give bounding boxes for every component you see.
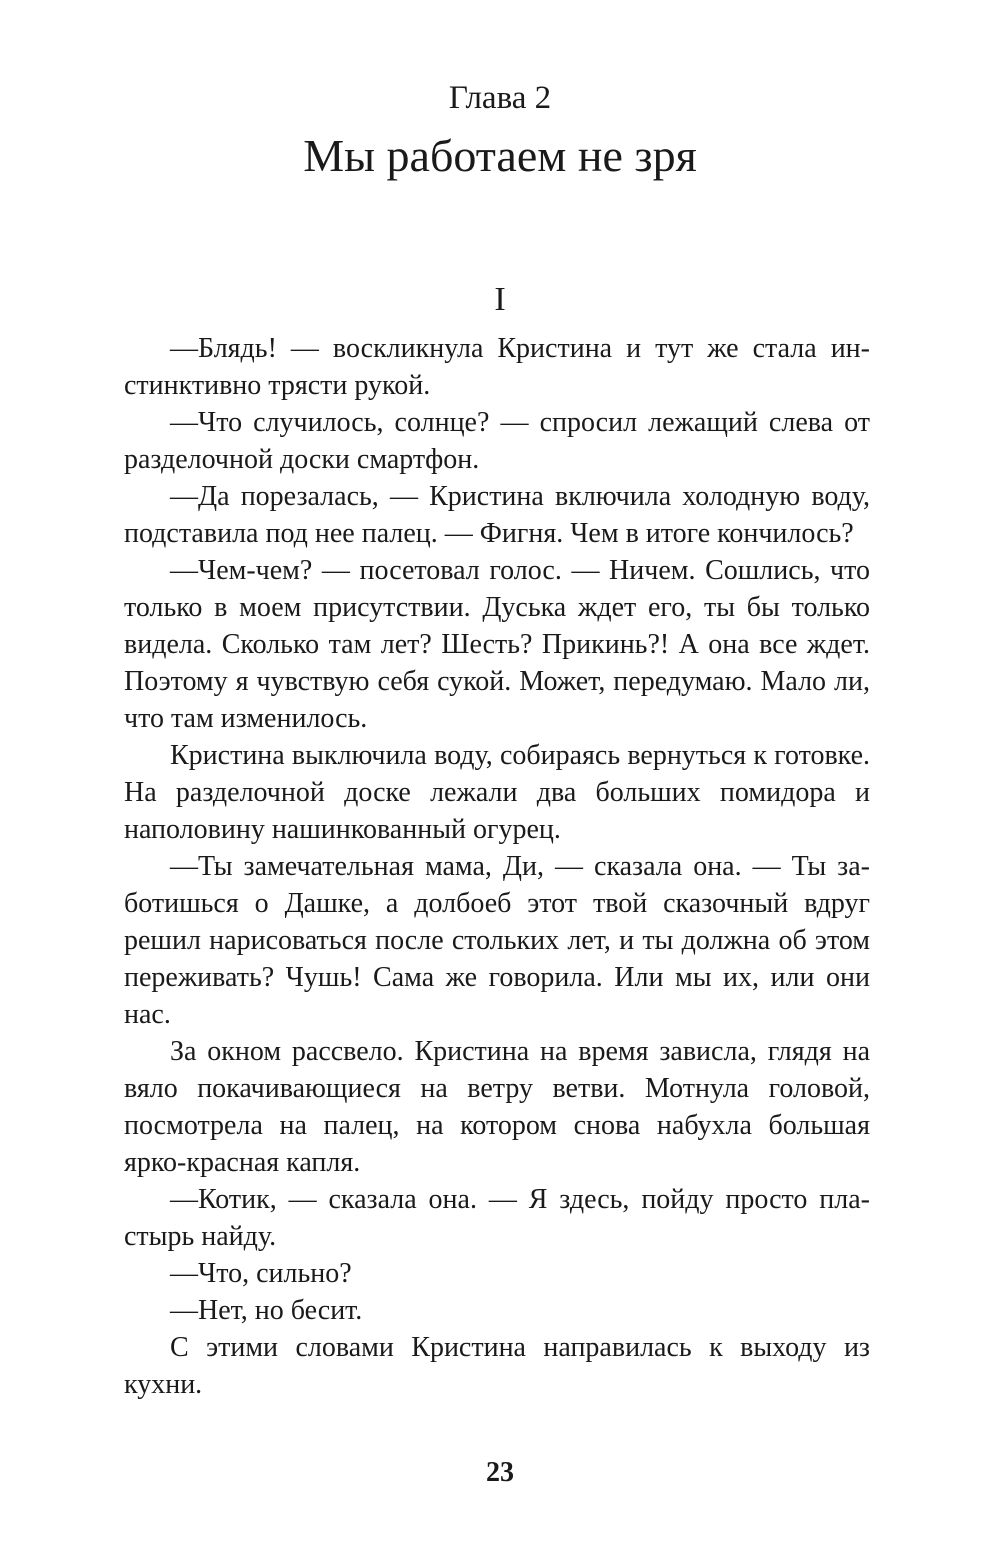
chapter-title: Мы работаем не зря [303, 130, 697, 181]
paragraph: —Блядь! — воскликнула Кристина и тут же стала инстинктивно трясти рукой. [124, 333, 870, 401]
paragraph: С этими словами Кристина направилась к выходу из кухни. [124, 1332, 870, 1400]
section-number: I [494, 281, 506, 318]
body-text [124, 330, 870, 1403]
paragraph: Кристина выключила воду, собираясь вернуться к готовке. На разделочной доске лежали два больших помидора и наполовину нашинкованный огурец. [124, 740, 870, 845]
paragraph: —Котик, — сказала она. — Я здесь, пойду просто пластырь найду. [124, 1184, 870, 1252]
page-number: 23 [486, 1457, 514, 1488]
paragraph: —Нет, но бесит. [170, 1295, 363, 1326]
paragraph: —Что, сильно? [170, 1258, 352, 1289]
paragraph: —Чем-чем? — посетовал голос. — Ничем. Сошлись, что только в моем присутствии. Дуська ждет его, ты бы только видела. Сколько там лет? Шесть? Прикинь?! А она все ждет. Поэтому я чувствую себя сукой. Может, передумаю. Мало ли, что там изменилось. [124, 555, 870, 734]
chapter-label: Глава 2 [448, 80, 552, 116]
paragraph: —Ты замечательная мама, Ди, — сказала она. — Ты заботишься о Дашке, а долбоеб этот твой сказочный вдруг решил нарисоваться после стольких лет, и ты должна об этом переживать? Чушь! Сама же говорила. Или мы их, или они нас. [124, 851, 870, 1030]
paragraph: —Да порезалась, — Кристина включила холодную воду, подставила под нее палец. — Фигня. Чем в итоге кончилось? [124, 481, 870, 549]
paragraph: —Что случилось, солнце? — спросил лежащий слева от разделочной доски смартфон. [124, 407, 870, 475]
paragraph: За окном рассвело. Кристина на время зависла, глядя на вяло покачивающиеся на ветру ветви. Мотнула головой, посмотрела на палец, на котором снова набухла большая ярко-красная капля. [124, 1036, 870, 1178]
